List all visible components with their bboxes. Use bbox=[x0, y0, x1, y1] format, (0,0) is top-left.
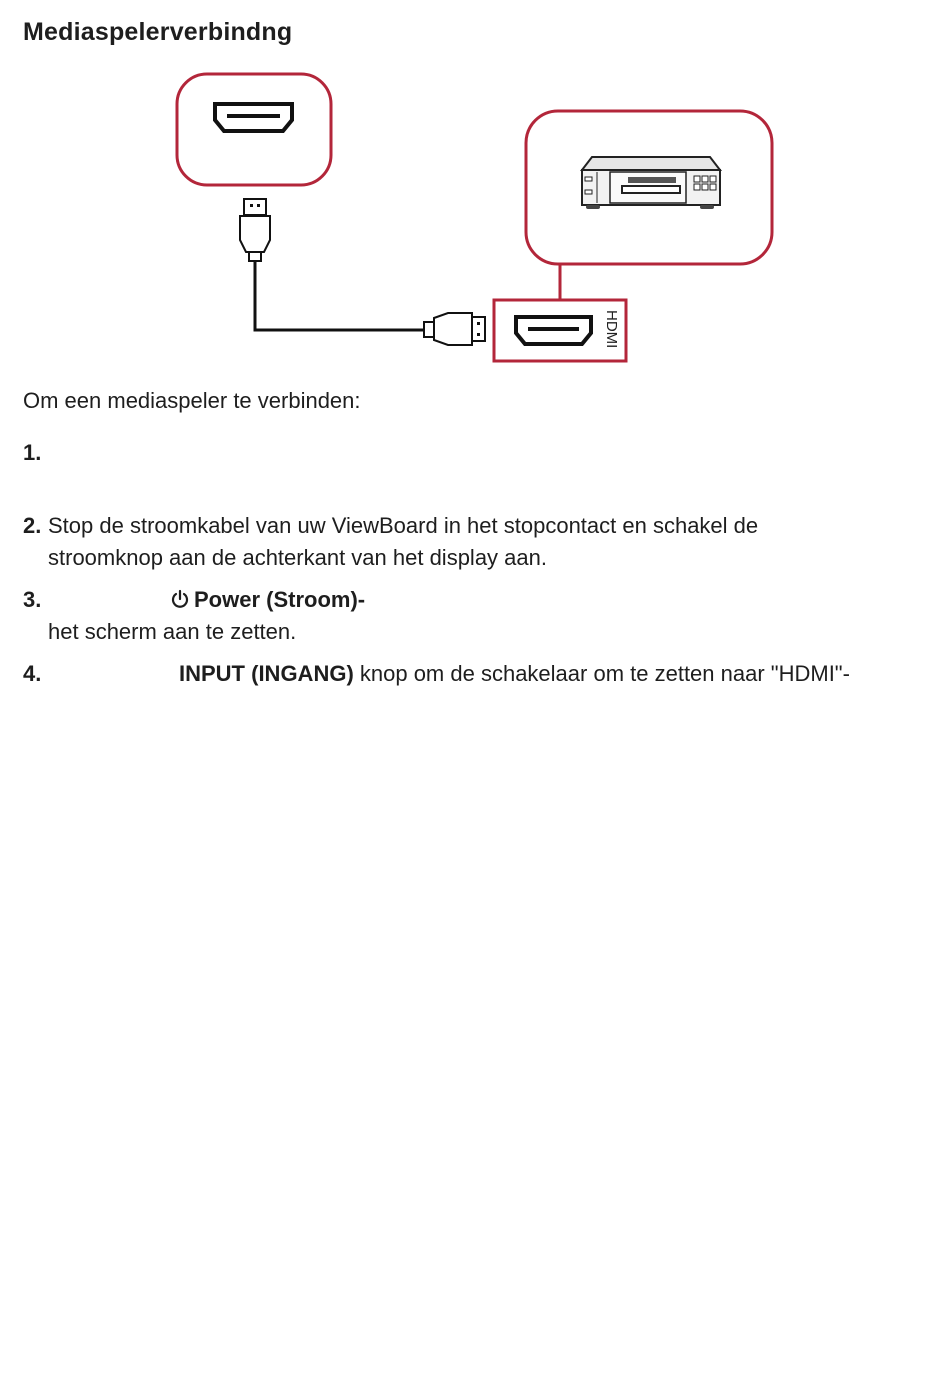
step-4 bbox=[23, 658, 928, 690]
step-number: 1. bbox=[23, 440, 42, 465]
step-3 bbox=[23, 584, 928, 648]
hdmi-port-icon bbox=[215, 104, 292, 131]
input-button-label: INPUT (INGANG) bbox=[179, 661, 354, 686]
hdmi-cable bbox=[255, 261, 424, 330]
hdmi-cable-plug-side bbox=[424, 313, 485, 345]
step-2 bbox=[23, 510, 928, 574]
hdmi-port-label: HDMI bbox=[603, 310, 620, 349]
hdmi-port-icon bbox=[516, 317, 591, 344]
dvd-player-icon bbox=[582, 157, 720, 209]
intro-text: Om een mediaspeler te verbinden: bbox=[23, 388, 361, 413]
connection-diagram bbox=[0, 60, 950, 380]
power-icon bbox=[170, 589, 190, 609]
step-text-line2: het scherm aan te zetten. bbox=[48, 619, 297, 644]
power-button-label: Power (Stroom)- bbox=[194, 587, 366, 612]
player-hdmi-port-box bbox=[494, 300, 626, 361]
hdmi-cable-plug-top bbox=[240, 199, 270, 261]
step-text: knop om de schakelaar om te zetten naar "HDMI"- bbox=[353, 661, 850, 686]
step-number: 4. bbox=[23, 661, 42, 686]
step-1 bbox=[23, 437, 928, 469]
step-number: 3. bbox=[23, 587, 42, 612]
step-text-line1: Stop de stroomkabel van uw ViewBoard in het stopcontact en schakel de bbox=[48, 513, 759, 538]
step-number: 2. bbox=[23, 513, 42, 538]
display-hdmi-port-box bbox=[177, 74, 331, 185]
media-player-box bbox=[526, 111, 772, 300]
page-title: Mediaspelerverbindng bbox=[23, 18, 293, 46]
step-text-line2: stroomknop aan de achterkant van het display aan. bbox=[48, 545, 547, 570]
